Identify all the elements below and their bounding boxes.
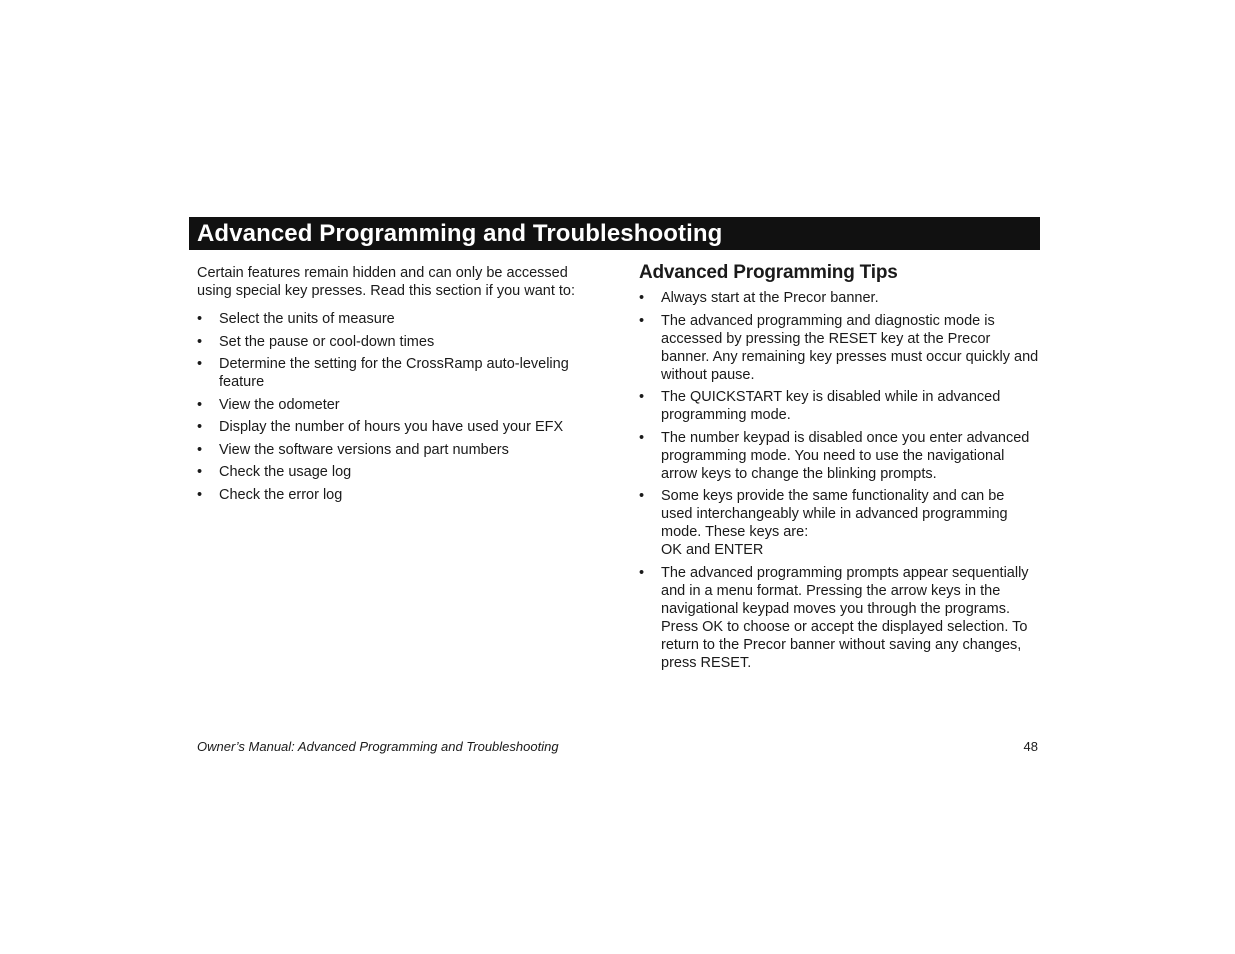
- list-item: • The advanced programming and diagnostic mode is accessed by pressing the RESET key at the Precor banner. Any remaining key presses must occur quickly and without pause.: [639, 312, 1039, 383]
- feature-list: [197, 310, 597, 504]
- list-item: • View the odometer: [197, 396, 340, 413]
- list-item: • Display the number of hours you have used your EFX: [197, 419, 564, 435]
- bullet-icon: •: [639, 290, 645, 306]
- right-column: [639, 262, 1039, 676]
- page-title: Advanced Programming and Troubleshooting: [197, 219, 723, 247]
- list-item: • The number keypad is disabled once you enter advanced programming mode. You need to use the navigational arrow keys to change the blinking prompts.: [639, 429, 1030, 482]
- list-item: • Select the units of measure: [197, 311, 395, 327]
- list-item: • Set the pause or cool-down times: [197, 333, 435, 350]
- tips-list: [639, 289, 1039, 672]
- list-item: • The QUICKSTART key is disabled while in advanced programming mode.: [639, 389, 1001, 423]
- keys-line: OK and ENTER: [661, 542, 764, 558]
- list-item: • Some keys provide the same functionality and can be used interchangeably while in advanced programming mode. These keys are: OK and ENTER: [639, 487, 1039, 559]
- list-item: • View the software versions and part numbers: [197, 441, 509, 458]
- bullet-icon: •: [197, 464, 203, 480]
- title-bar: [189, 217, 1040, 250]
- bullet-icon: •: [197, 396, 203, 413]
- list-item: • Check the error log: [197, 486, 343, 503]
- bullet-icon: •: [639, 429, 645, 446]
- footer-title: Owner’s Manual: Advanced Programming and Troubleshooting: [197, 739, 559, 754]
- page-number: 48: [1023, 739, 1038, 754]
- bullet-icon: •: [639, 488, 645, 504]
- bullet-icon: •: [197, 311, 203, 327]
- bullet-icon: •: [639, 389, 645, 405]
- bullet-icon: •: [639, 564, 645, 581]
- bullet-icon: •: [197, 356, 203, 372]
- bullet-icon: •: [197, 419, 203, 435]
- list-item: • The advanced programming prompts appear sequentially and in a menu format. Pressing the arrow keys in the navigational keypad moves you through the programs. Press OK to choose or accept the displayed selection. To return to the Precor banner without saving any changes, press RESET.: [639, 564, 1029, 671]
- bullet-icon: •: [197, 333, 203, 350]
- list-item: • Determine the setting for the CrossRamp auto-leveling feature: [197, 356, 569, 390]
- section-heading: Advanced Programming Tips: [639, 262, 898, 283]
- left-column: [197, 264, 597, 508]
- bullet-icon: •: [197, 486, 203, 503]
- list-item: • Always start at the Precor banner.: [639, 290, 879, 306]
- intro-paragraph: Certain features remain hidden and can only be accessed using special key presses. Read this section if you want to:: [197, 265, 575, 299]
- bullet-icon: •: [639, 312, 645, 329]
- list-item: • Check the usage log: [197, 464, 352, 480]
- bullet-icon: •: [197, 441, 203, 458]
